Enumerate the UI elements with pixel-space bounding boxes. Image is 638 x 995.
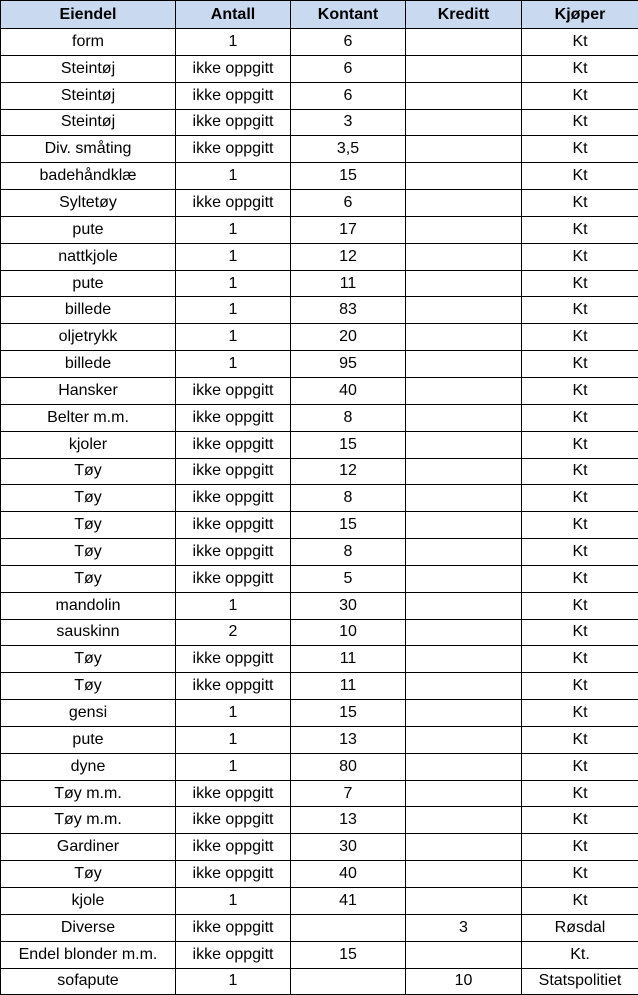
cell-kreditt[interactable] (406, 216, 522, 243)
cell-kjoper[interactable]: Kt (522, 673, 638, 700)
cell-eiendel[interactable]: pute (1, 726, 176, 753)
cell-kreditt[interactable] (406, 726, 522, 753)
cell-kreditt[interactable] (406, 82, 522, 109)
cell-antall[interactable]: ikke oppgitt (176, 458, 291, 485)
cell-kjoper[interactable]: Kt (522, 565, 638, 592)
table-row (1, 592, 638, 619)
table-row (1, 458, 638, 485)
cell-antall[interactable]: ikke oppgitt (176, 109, 291, 136)
cell-kreditt[interactable] (406, 539, 522, 566)
cell-kontant[interactable]: 10 (291, 619, 406, 646)
cell-antall[interactable]: ikke oppgitt (176, 82, 291, 109)
cell-kontant[interactable]: 6 (291, 29, 406, 56)
cell-kjoper[interactable]: Kt (522, 726, 638, 753)
column-header-antall[interactable]: Antall (176, 1, 291, 29)
table-row (1, 941, 638, 968)
cell-kreditt[interactable] (406, 55, 522, 82)
cell-eiendel[interactable]: Tøy (1, 512, 176, 539)
table-row (1, 512, 638, 539)
cell-kreditt[interactable] (406, 753, 522, 780)
cell-kjoper[interactable]: Statspolitiet (522, 968, 638, 995)
table-row (1, 565, 638, 592)
table-row (1, 700, 638, 727)
table-row (1, 485, 638, 512)
cell-kreditt[interactable] (406, 163, 522, 190)
cell-kontant[interactable]: 13 (291, 726, 406, 753)
cell-antall[interactable]: 1 (176, 270, 291, 297)
cell-antall[interactable]: 1 (176, 324, 291, 351)
cell-kreditt[interactable] (406, 190, 522, 217)
cell-kontant[interactable]: 3 (291, 109, 406, 136)
cell-kreditt[interactable] (406, 941, 522, 968)
cell-antall[interactable]: 1 (176, 216, 291, 243)
cell-kreditt[interactable] (406, 109, 522, 136)
cell-kontant[interactable]: 15 (291, 431, 406, 458)
table-row (1, 753, 638, 780)
cell-eiendel[interactable]: Tøy (1, 673, 176, 700)
cell-eiendel[interactable]: Steintøj (1, 55, 176, 82)
cell-kjoper[interactable]: Kt (522, 700, 638, 727)
cell-eiendel[interactable]: Tøy (1, 565, 176, 592)
cell-eiendel[interactable]: Gardiner (1, 834, 176, 861)
table-body (1, 29, 638, 995)
cell-kontant[interactable] (291, 914, 406, 941)
cell-kontant[interactable]: 8 (291, 539, 406, 566)
table-row (1, 726, 638, 753)
cell-kontant[interactable]: 41 (291, 888, 406, 915)
cell-kjoper[interactable]: Kt (522, 190, 638, 217)
table-row (1, 163, 638, 190)
cell-eiendel[interactable]: Tøy m.m. (1, 780, 176, 807)
cell-kontant[interactable]: 15 (291, 512, 406, 539)
cell-kjoper[interactable]: Kt (522, 619, 638, 646)
cell-kjoper[interactable]: Kt (522, 458, 638, 485)
cell-antall[interactable]: 1 (176, 968, 291, 995)
cell-kontant[interactable]: 95 (291, 351, 406, 378)
cell-antall[interactable]: ikke oppgitt (176, 941, 291, 968)
cell-kjoper[interactable]: Kt (522, 109, 638, 136)
cell-kreditt[interactable] (406, 619, 522, 646)
table-row (1, 404, 638, 431)
cell-antall[interactable]: ikke oppgitt (176, 485, 291, 512)
cell-kontant[interactable]: 17 (291, 216, 406, 243)
cell-eiendel[interactable]: oljetrykk (1, 324, 176, 351)
cell-kontant[interactable]: 11 (291, 270, 406, 297)
table-row (1, 190, 638, 217)
cell-kreditt[interactable] (406, 377, 522, 404)
column-header-kontant[interactable]: Kontant (291, 1, 406, 29)
table-row (1, 55, 638, 82)
cell-eiendel[interactable]: Steintøj (1, 109, 176, 136)
cell-kjoper[interactable]: Røsdal (522, 914, 638, 941)
cell-kontant[interactable]: 8 (291, 485, 406, 512)
cell-antall[interactable]: ikke oppgitt (176, 404, 291, 431)
cell-antall[interactable]: ikke oppgitt (176, 431, 291, 458)
table-row (1, 109, 638, 136)
cell-eiendel[interactable]: Tøy (1, 861, 176, 888)
cell-kontant[interactable]: 11 (291, 673, 406, 700)
cell-eiendel[interactable]: Belter m.m. (1, 404, 176, 431)
cell-kjoper[interactable]: Kt (522, 297, 638, 324)
cell-antall[interactable]: ikke oppgitt (176, 565, 291, 592)
table-row (1, 807, 638, 834)
cell-kontant[interactable]: 7 (291, 780, 406, 807)
cell-kreditt[interactable] (406, 404, 522, 431)
cell-kontant[interactable]: 11 (291, 646, 406, 673)
cell-kreditt[interactable] (406, 888, 522, 915)
cell-eiendel[interactable]: dyne (1, 753, 176, 780)
table-row (1, 619, 638, 646)
cell-eiendel[interactable]: sofapute (1, 968, 176, 995)
table-row (1, 29, 638, 56)
cell-kontant[interactable]: 20 (291, 324, 406, 351)
cell-eiendel[interactable]: gensi (1, 700, 176, 727)
column-header-kjoper[interactable]: Kjøper (522, 1, 638, 29)
cell-kontant[interactable]: 15 (291, 163, 406, 190)
header-row (1, 1, 638, 29)
cell-antall[interactable]: 1 (176, 700, 291, 727)
cell-eiendel[interactable]: form (1, 29, 176, 56)
cell-antall[interactable]: 1 (176, 297, 291, 324)
cell-antall[interactable]: ikke oppgitt (176, 780, 291, 807)
cell-kreditt[interactable] (406, 512, 522, 539)
cell-antall[interactable]: ikke oppgitt (176, 673, 291, 700)
cell-antall[interactable]: ikke oppgitt (176, 512, 291, 539)
cell-antall[interactable]: 1 (176, 351, 291, 378)
cell-kreditt[interactable] (406, 700, 522, 727)
cell-kreditt[interactable] (406, 485, 522, 512)
table-row (1, 351, 638, 378)
cell-kontant[interactable]: 12 (291, 243, 406, 270)
cell-kontant[interactable]: 6 (291, 190, 406, 217)
cell-kontant[interactable]: 15 (291, 941, 406, 968)
cell-kjoper[interactable]: Kt (522, 753, 638, 780)
cell-kreditt[interactable] (406, 834, 522, 861)
cell-kreditt[interactable] (406, 243, 522, 270)
cell-kontant[interactable]: 8 (291, 404, 406, 431)
cell-kreditt[interactable]: 3 (406, 914, 522, 941)
cell-antall[interactable]: 1 (176, 726, 291, 753)
column-header-kreditt[interactable]: Kreditt (406, 1, 522, 29)
cell-kjoper[interactable]: Kt (522, 834, 638, 861)
cell-kjoper[interactable]: Kt (522, 243, 638, 270)
table-row (1, 673, 638, 700)
cell-eiendel[interactable]: kjoler (1, 431, 176, 458)
cell-eiendel[interactable]: Steintøj (1, 82, 176, 109)
cell-kreditt[interactable] (406, 565, 522, 592)
cell-antall[interactable]: ikke oppgitt (176, 914, 291, 941)
cell-eiendel[interactable]: kjole (1, 888, 176, 915)
cell-kjoper[interactable]: Kt (522, 29, 638, 56)
cell-kjoper[interactable]: Kt (522, 377, 638, 404)
table-row (1, 539, 638, 566)
cell-eiendel[interactable]: Syltetøy (1, 190, 176, 217)
table-row (1, 861, 638, 888)
cell-eiendel[interactable]: Diverse (1, 914, 176, 941)
cell-antall[interactable]: ikke oppgitt (176, 646, 291, 673)
cell-kreditt[interactable] (406, 861, 522, 888)
cell-kjoper[interactable]: Kt (522, 592, 638, 619)
cell-eiendel[interactable]: Tøy (1, 539, 176, 566)
cell-eiendel[interactable]: Hansker (1, 377, 176, 404)
table-row (1, 82, 638, 109)
cell-kjoper[interactable]: Kt (522, 404, 638, 431)
cell-antall[interactable]: ikke oppgitt (176, 55, 291, 82)
cell-kjoper[interactable]: Kt (522, 351, 638, 378)
cell-kontant[interactable]: 40 (291, 377, 406, 404)
cell-kontant[interactable]: 3,5 (291, 136, 406, 163)
cell-kreditt[interactable] (406, 351, 522, 378)
table-row (1, 243, 638, 270)
cell-kontant[interactable]: 13 (291, 807, 406, 834)
cell-kjoper[interactable]: Kt (522, 780, 638, 807)
table-row (1, 270, 638, 297)
cell-kjoper[interactable]: Kt (522, 807, 638, 834)
cell-antall[interactable]: ikke oppgitt (176, 190, 291, 217)
table-row (1, 297, 638, 324)
table-row (1, 431, 638, 458)
cell-kreditt[interactable]: 10 (406, 968, 522, 995)
table-row (1, 646, 638, 673)
column-header-eiendel[interactable]: Eiendel (1, 1, 176, 29)
cell-kontant[interactable]: 15 (291, 700, 406, 727)
cell-kreditt[interactable] (406, 324, 522, 351)
cell-kjoper[interactable]: Kt (522, 431, 638, 458)
cell-antall[interactable]: ikke oppgitt (176, 834, 291, 861)
cell-antall[interactable]: ikke oppgitt (176, 136, 291, 163)
table-row (1, 780, 638, 807)
cell-kreditt[interactable] (406, 136, 522, 163)
cell-antall[interactable]: ikke oppgitt (176, 377, 291, 404)
cell-antall[interactable]: 1 (176, 243, 291, 270)
cell-eiendel[interactable]: pute (1, 270, 176, 297)
table-row (1, 324, 638, 351)
cell-antall[interactable]: 1 (176, 888, 291, 915)
cell-kreditt[interactable] (406, 297, 522, 324)
cell-kreditt[interactable] (406, 807, 522, 834)
cell-eiendel[interactable]: Div. småting (1, 136, 176, 163)
cell-kjoper[interactable]: Kt (522, 216, 638, 243)
cell-kontant[interactable]: 40 (291, 861, 406, 888)
cell-kjoper[interactable]: Kt. (522, 941, 638, 968)
table-row (1, 216, 638, 243)
cell-antall[interactable]: ikke oppgitt (176, 539, 291, 566)
table-row (1, 136, 638, 163)
cell-kjoper[interactable]: Kt (522, 539, 638, 566)
cell-eiendel[interactable]: mandolin (1, 592, 176, 619)
cell-kjoper[interactable]: Kt (522, 82, 638, 109)
cell-kjoper[interactable]: Kt (522, 646, 638, 673)
cell-eiendel[interactable]: nattkjole (1, 243, 176, 270)
cell-kontant[interactable]: 80 (291, 753, 406, 780)
cell-kontant[interactable]: 5 (291, 565, 406, 592)
cell-kjoper[interactable]: Kt (522, 888, 638, 915)
cell-eiendel[interactable]: pute (1, 216, 176, 243)
cell-kjoper[interactable]: Kt (522, 512, 638, 539)
cell-kreditt[interactable] (406, 780, 522, 807)
cell-kontant[interactable]: 83 (291, 297, 406, 324)
cell-antall[interactable]: 1 (176, 592, 291, 619)
cell-kreditt[interactable] (406, 431, 522, 458)
cell-antall[interactable]: ikke oppgitt (176, 861, 291, 888)
cell-kjoper[interactable]: Kt (522, 485, 638, 512)
cell-kjoper[interactable]: Kt (522, 55, 638, 82)
table-row (1, 834, 638, 861)
cell-eiendel[interactable]: sauskinn (1, 619, 176, 646)
table-row (1, 888, 638, 915)
cell-antall[interactable]: 1 (176, 29, 291, 56)
cell-eiendel[interactable]: Tøy (1, 458, 176, 485)
table-row (1, 377, 638, 404)
cell-antall[interactable]: 1 (176, 163, 291, 190)
cell-eiendel[interactable]: badehåndklæ (1, 163, 176, 190)
cell-kreditt[interactable] (406, 29, 522, 56)
cell-kontant[interactable]: 6 (291, 82, 406, 109)
cell-kreditt[interactable] (406, 270, 522, 297)
cell-antall[interactable]: 2 (176, 619, 291, 646)
cell-antall[interactable]: 1 (176, 753, 291, 780)
cell-kjoper[interactable]: Kt (522, 163, 638, 190)
cell-eiendel[interactable]: billede (1, 297, 176, 324)
cell-kontant[interactable]: 6 (291, 55, 406, 82)
cell-kreditt[interactable] (406, 646, 522, 673)
cell-kontant[interactable]: 30 (291, 592, 406, 619)
cell-antall[interactable]: ikke oppgitt (176, 807, 291, 834)
cell-kjoper[interactable]: Kt (522, 324, 638, 351)
cell-eiendel[interactable]: Tøy (1, 646, 176, 673)
cell-kreditt[interactable] (406, 673, 522, 700)
cell-eiendel[interactable]: billede (1, 351, 176, 378)
cell-eiendel[interactable]: Endel blonder m.m. (1, 941, 176, 968)
cell-kontant[interactable]: 12 (291, 458, 406, 485)
cell-kjoper[interactable]: Kt (522, 136, 638, 163)
cell-eiendel[interactable]: Tøy (1, 485, 176, 512)
cell-kjoper[interactable]: Kt (522, 861, 638, 888)
cell-kjoper[interactable]: Kt (522, 270, 638, 297)
cell-kreditt[interactable] (406, 458, 522, 485)
cell-kontant[interactable]: 30 (291, 834, 406, 861)
table-row (1, 914, 638, 941)
cell-kreditt[interactable] (406, 592, 522, 619)
cell-eiendel[interactable]: Tøy m.m. (1, 807, 176, 834)
